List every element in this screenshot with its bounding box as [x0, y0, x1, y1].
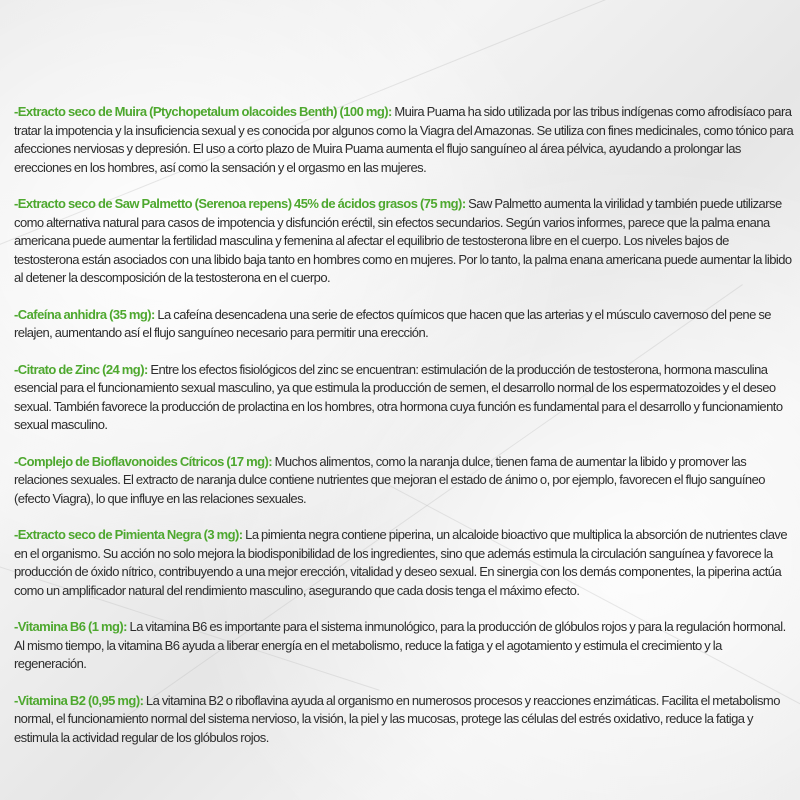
- ingredient-pimienta-negra: [14, 526, 796, 600]
- ingredient-description: La pimienta negra contiene piperina, un alcaloide bioactivo que multiplica la absorción de nutrientes clave en el organismo. Su acción no solo mejora la biodisponibilidad de los ingredientes, sino que además estimula la circulación sanguínea y favorece la producción de óxido nítrico, contribuyendo a una mejor erección, vitalidad y deseo sexual. En sinergia con los demás componentes, la piperina actúa como un amplificador natural del rendimiento masculino, asegurando que cada dosis tenga el máximo efecto.: [14, 527, 788, 598]
- ingredient-saw-palmetto: [14, 195, 796, 288]
- ingredient-vitamina-b2: [14, 692, 796, 748]
- ingredient-bioflavonoides: [14, 453, 796, 509]
- ingredient-heading: -Extracto seco de Muira (Ptychopetalum olacoides Benth) (100 mg):: [14, 104, 392, 119]
- ingredient-heading: -Citrato de Zinc (24 mg):: [14, 361, 148, 377]
- ingredient-description: Entre los efectos fisiológicos del zinc se encuentran: estimulación de la producción de testosterona, hormona masculina esencial para el funcionamiento sexual masculino, ya que estimula la producción de semen, el desarrollo normal de los espermatozoides y el deseo sexual. También favorece la producción de prolactina en los hombres, otra hormona cuya función es fundamental para el desarrollo y funcionamiento sexual masculino.: [14, 361, 783, 432]
- ingredient-heading: -Vitamina B2 (0,95 mg):: [14, 692, 144, 708]
- ingredient-heading: -Cafeína anhidra (35 mg):: [14, 306, 155, 322]
- ingredient-citrato-zinc: [14, 361, 796, 435]
- ingredient-description: La vitamina B6 es importante para el sistema inmunológico, para la producción de glóbulos rojos y para la regulación hormonal. Al mismo tiempo, la vitamina B6 ayuda a liberar energía en el metabolismo, reduce la fatiga y el agotamiento y estimula el crecimiento y la regeneración.: [14, 619, 786, 671]
- ingredient-muira: [14, 103, 796, 177]
- ingredient-heading: -Extracto seco de Pimienta Negra (3 mg):: [14, 527, 243, 542]
- ingredient-heading: -Vitamina B6 (1 mg):: [14, 619, 127, 634]
- ingredient-vitamina-b6: [14, 618, 796, 674]
- ingredient-description: La vitamina B2 o riboflavina ayuda al organismo en numerosos procesos y reacciones enzimáticas. Facilita el metabolismo normal, el funcionamiento normal del sistema nervioso, la visión, la piel y las mucosas, protege las células del estrés oxidativo, reduce la fatiga y estimula la actividad regular de los glóbulos rojos.: [14, 692, 780, 745]
- ingredient-description: La cafeína desencadena una serie de efectos químicos que hacen que las arterias y el músculo cavernoso del pene se relajen, aumentando así el flujo sanguíneo necesario para permitir una erección.: [14, 306, 771, 340]
- ingredient-heading: -Complejo de Bioflavonoides Cítricos (17 mg):: [14, 453, 273, 469]
- ingredient-description: Muira Puama ha sido utilizada por las tribus indígenas como afrodisíaco para tratar la impotencia y la insuficiencia sexual y es conocida por algunos como la Viagra del Amazonas. Se utiliza con fines medicinales, como tónico para afecciones nerviosas y depresión. El uso a corto plazo de Muira Puama aumenta el flujo sanguíneo al área pélvica, ayudando a prolongar las erecciones en los hombres, así como la sensación y el orgasmo en las mujeres.: [14, 104, 794, 175]
- ingredient-heading: -Extracto seco de Saw Palmetto (Serenoa repens) 45% de ácidos grasos (75 mg):: [14, 196, 466, 211]
- ingredient-cafeina: [14, 306, 796, 343]
- ingredient-description: Saw Palmetto aumenta la virilidad y también puede utilizarse como alternativa natural para casos de impotencia y disfunción eréctil, sin efectos secundarios. Según varios informes, parece que la palma enana americana puede aumentar la fertilidad masculina y femenina al afectar el equilibrio de testosterona libre en el cuerpo. Los niveles bajos de testosterona están asociados con una libido baja tanto en hombres como en mujeres. Por lo tanto, la palma enana americana puede aumentar la libido al detener la descomposición de la testosterona en el cuerpo.: [14, 196, 792, 285]
- ingredient-list: [14, 103, 796, 765]
- ingredient-description: Muchos alimentos, como la naranja dulce, tienen fama de aumentar la libido y promover las relaciones sexuales. El extracto de naranja dulce contiene nutrientes que mejoran el estado de ánimo o, por ejemplo, favorecen el flujo sanguíneo (efecto Viagra), lo que influye en las relaciones sexuales.: [14, 453, 765, 506]
